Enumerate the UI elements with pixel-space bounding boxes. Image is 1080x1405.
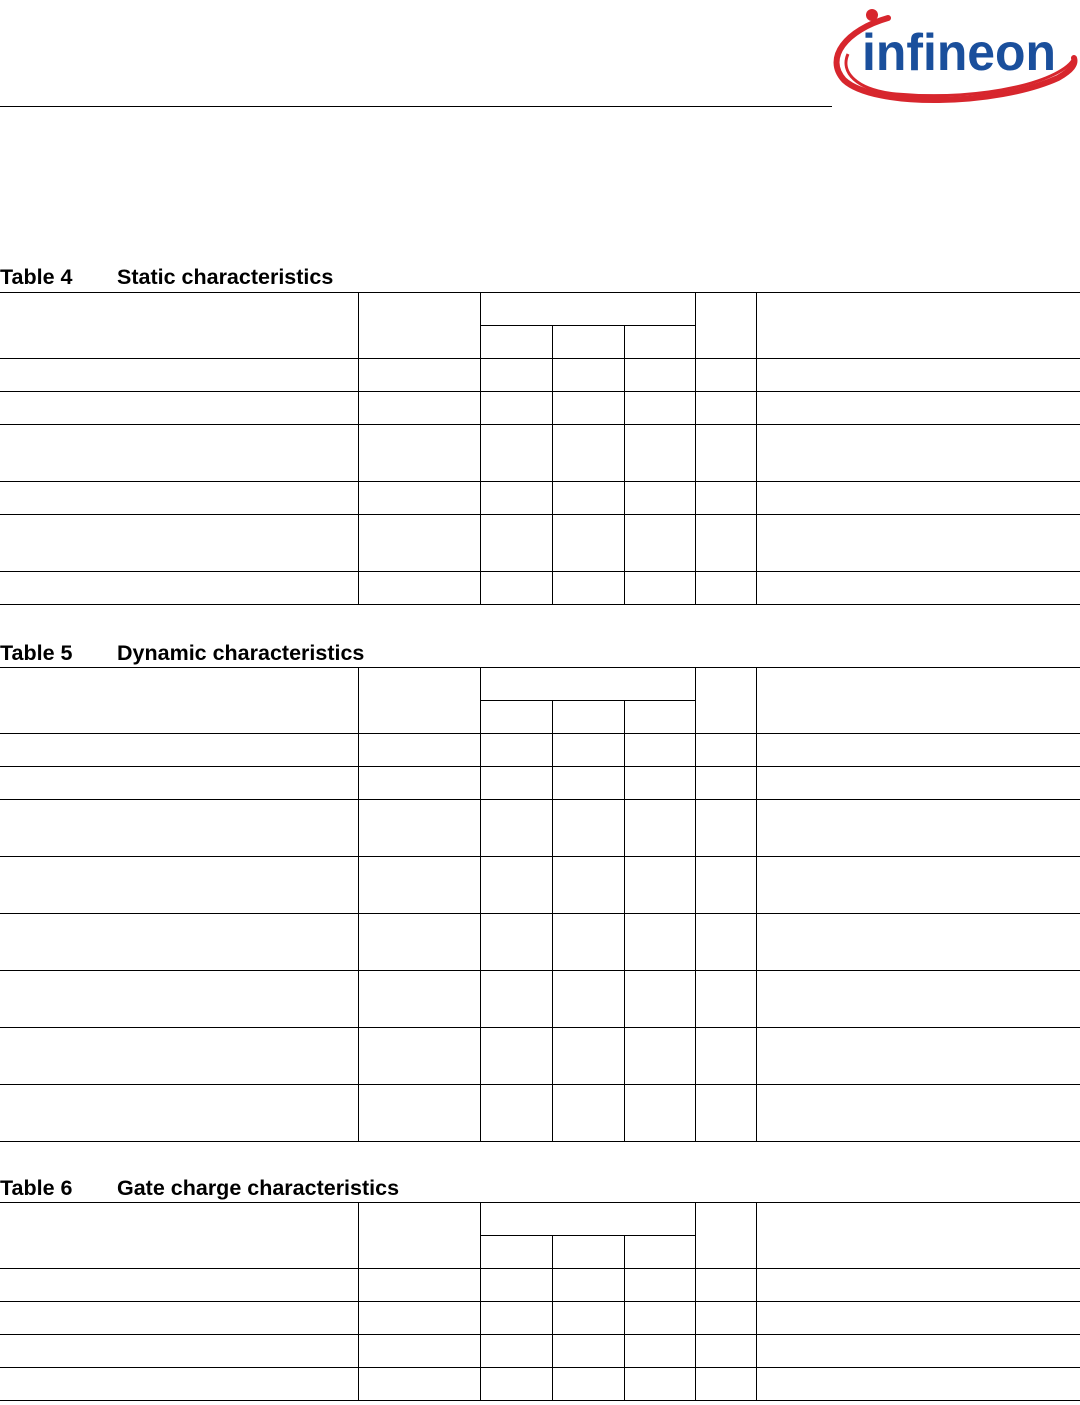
table-row (0, 971, 1080, 1028)
table-number: Table 4 (0, 265, 73, 289)
cell-note (756, 425, 1080, 482)
cell-min (480, 572, 552, 605)
cell-unit (695, 1269, 756, 1302)
cell-symbol (358, 572, 480, 605)
cell-max (624, 734, 695, 767)
cell-symbol (358, 914, 480, 971)
cell-max (624, 971, 695, 1028)
cell-max (624, 359, 695, 392)
cell-parameter (0, 515, 358, 572)
table-caption (0, 1176, 399, 1201)
cell-min (480, 425, 552, 482)
cell-min (480, 392, 552, 425)
cell-min (480, 1368, 552, 1401)
header-symbol (358, 293, 480, 359)
cell-note (756, 734, 1080, 767)
cell-note (756, 1085, 1080, 1142)
table-header-row (0, 293, 1080, 326)
cell-min (480, 767, 552, 800)
cell-typ (552, 1335, 624, 1368)
table-row (0, 392, 1080, 425)
table-row (0, 1302, 1080, 1335)
cell-symbol (358, 1085, 480, 1142)
cell-note (756, 767, 1080, 800)
cell-min (480, 1085, 552, 1142)
cell-max (624, 1335, 695, 1368)
cell-typ (552, 359, 624, 392)
table-row (0, 572, 1080, 605)
cell-unit (695, 515, 756, 572)
cell-symbol (358, 425, 480, 482)
table-caption (0, 641, 364, 666)
cell-max (624, 1085, 695, 1142)
cell-note (756, 800, 1080, 857)
header-unit (695, 293, 756, 359)
header-symbol (358, 668, 480, 734)
cell-note (756, 482, 1080, 515)
table-row (0, 734, 1080, 767)
cell-max (624, 515, 695, 572)
cell-typ (552, 857, 624, 914)
header-note (756, 668, 1080, 734)
cell-parameter (0, 572, 358, 605)
header-rule (0, 106, 832, 107)
cell-parameter (0, 857, 358, 914)
cell-min (480, 359, 552, 392)
cell-symbol (358, 971, 480, 1028)
cell-symbol (358, 359, 480, 392)
table-row (0, 515, 1080, 572)
dynamic-characteristics-table (0, 667, 1080, 1142)
table-row (0, 857, 1080, 914)
header-typ (552, 1236, 624, 1269)
cell-max (624, 800, 695, 857)
cell-typ (552, 914, 624, 971)
cell-note (756, 857, 1080, 914)
cell-unit (695, 572, 756, 605)
cell-note (756, 914, 1080, 971)
cell-unit (695, 425, 756, 482)
header-max (624, 326, 695, 359)
cell-min (480, 1269, 552, 1302)
cell-typ (552, 1028, 624, 1085)
cell-unit (695, 392, 756, 425)
cell-parameter (0, 482, 358, 515)
header-values (480, 293, 695, 326)
cell-max (624, 1269, 695, 1302)
table-row (0, 767, 1080, 800)
header-parameter (0, 293, 358, 359)
cell-unit (695, 1335, 756, 1368)
cell-min (480, 515, 552, 572)
table-row (0, 1085, 1080, 1142)
cell-note (756, 1302, 1080, 1335)
cell-min (480, 1028, 552, 1085)
cell-parameter (0, 800, 358, 857)
cell-min (480, 1302, 552, 1335)
infineon-logo (826, 2, 1080, 106)
header-parameter (0, 668, 358, 734)
cell-symbol (358, 767, 480, 800)
cell-min (480, 971, 552, 1028)
cell-max (624, 857, 695, 914)
cell-unit (695, 482, 756, 515)
cell-typ (552, 800, 624, 857)
cell-typ (552, 1302, 624, 1335)
table-title: Gate charge characteristics (117, 1176, 400, 1200)
header-unit (695, 1203, 756, 1269)
cell-parameter (0, 1028, 358, 1085)
cell-parameter (0, 914, 358, 971)
cell-unit (695, 971, 756, 1028)
gate-charge-characteristics-table (0, 1202, 1080, 1401)
table-caption (0, 265, 333, 290)
table-row (0, 800, 1080, 857)
header-unit (695, 668, 756, 734)
cell-symbol (358, 1335, 480, 1368)
cell-min (480, 914, 552, 971)
table-header-row (0, 1203, 1080, 1236)
cell-max (624, 425, 695, 482)
cell-parameter (0, 1269, 358, 1302)
header-typ (552, 326, 624, 359)
header-parameter (0, 1203, 358, 1269)
table-number: Table 5 (0, 641, 73, 665)
cell-typ (552, 1085, 624, 1142)
cell-unit (695, 1028, 756, 1085)
cell-typ (552, 482, 624, 515)
cell-unit (695, 1085, 756, 1142)
cell-note (756, 1269, 1080, 1302)
table-row (0, 1335, 1080, 1368)
cell-unit (695, 1302, 756, 1335)
table-row (0, 1269, 1080, 1302)
logo-wordmark: infineon (862, 24, 1056, 82)
cell-parameter (0, 1302, 358, 1335)
cell-symbol (358, 734, 480, 767)
cell-max (624, 392, 695, 425)
cell-note (756, 359, 1080, 392)
table-row (0, 425, 1080, 482)
cell-min (480, 482, 552, 515)
cell-symbol (358, 1302, 480, 1335)
cell-max (624, 1028, 695, 1085)
cell-min (480, 1335, 552, 1368)
cell-parameter (0, 1085, 358, 1142)
cell-parameter (0, 971, 358, 1028)
table-header-row (0, 668, 1080, 701)
cell-min (480, 800, 552, 857)
cell-min (480, 734, 552, 767)
cell-symbol (358, 1368, 480, 1401)
cell-unit (695, 767, 756, 800)
cell-unit (695, 857, 756, 914)
table-row (0, 359, 1080, 392)
cell-parameter (0, 425, 358, 482)
table-title: Dynamic characteristics (117, 641, 365, 665)
table-row (0, 1368, 1080, 1401)
cell-max (624, 572, 695, 605)
header-min (480, 1236, 552, 1269)
cell-min (480, 857, 552, 914)
cell-unit (695, 800, 756, 857)
cell-max (624, 482, 695, 515)
cell-typ (552, 1269, 624, 1302)
cell-parameter (0, 1335, 358, 1368)
cell-unit (695, 1368, 756, 1401)
cell-parameter (0, 359, 358, 392)
cell-symbol (358, 857, 480, 914)
header-values (480, 668, 695, 701)
header-symbol (358, 1203, 480, 1269)
cell-note (756, 572, 1080, 605)
cell-parameter (0, 767, 358, 800)
cell-symbol (358, 482, 480, 515)
header-min (480, 326, 552, 359)
cell-note (756, 392, 1080, 425)
cell-max (624, 1368, 695, 1401)
table-row (0, 482, 1080, 515)
table-number: Table 6 (0, 1176, 73, 1200)
cell-parameter (0, 392, 358, 425)
cell-symbol (358, 392, 480, 425)
header-max (624, 701, 695, 734)
cell-typ (552, 767, 624, 800)
cell-typ (552, 515, 624, 572)
header-note (756, 1203, 1080, 1269)
header-max (624, 1236, 695, 1269)
cell-symbol (358, 1028, 480, 1085)
cell-max (624, 1302, 695, 1335)
cell-unit (695, 914, 756, 971)
cell-parameter (0, 734, 358, 767)
cell-typ (552, 971, 624, 1028)
cell-note (756, 515, 1080, 572)
cell-unit (695, 359, 756, 392)
table-row (0, 914, 1080, 971)
cell-typ (552, 392, 624, 425)
cell-note (756, 1335, 1080, 1368)
static-characteristics-table (0, 292, 1080, 605)
cell-symbol (358, 800, 480, 857)
cell-note (756, 971, 1080, 1028)
cell-typ (552, 425, 624, 482)
cell-symbol (358, 1269, 480, 1302)
cell-symbol (358, 515, 480, 572)
header-note (756, 293, 1080, 359)
cell-typ (552, 734, 624, 767)
table-title: Static characteristics (117, 265, 334, 289)
header-typ (552, 701, 624, 734)
header-min (480, 701, 552, 734)
cell-max (624, 767, 695, 800)
cell-unit (695, 734, 756, 767)
cell-parameter (0, 1368, 358, 1401)
cell-note (756, 1028, 1080, 1085)
cell-max (624, 914, 695, 971)
header-values (480, 1203, 695, 1236)
cell-typ (552, 1368, 624, 1401)
table-row (0, 1028, 1080, 1085)
cell-typ (552, 572, 624, 605)
cell-note (756, 1368, 1080, 1401)
